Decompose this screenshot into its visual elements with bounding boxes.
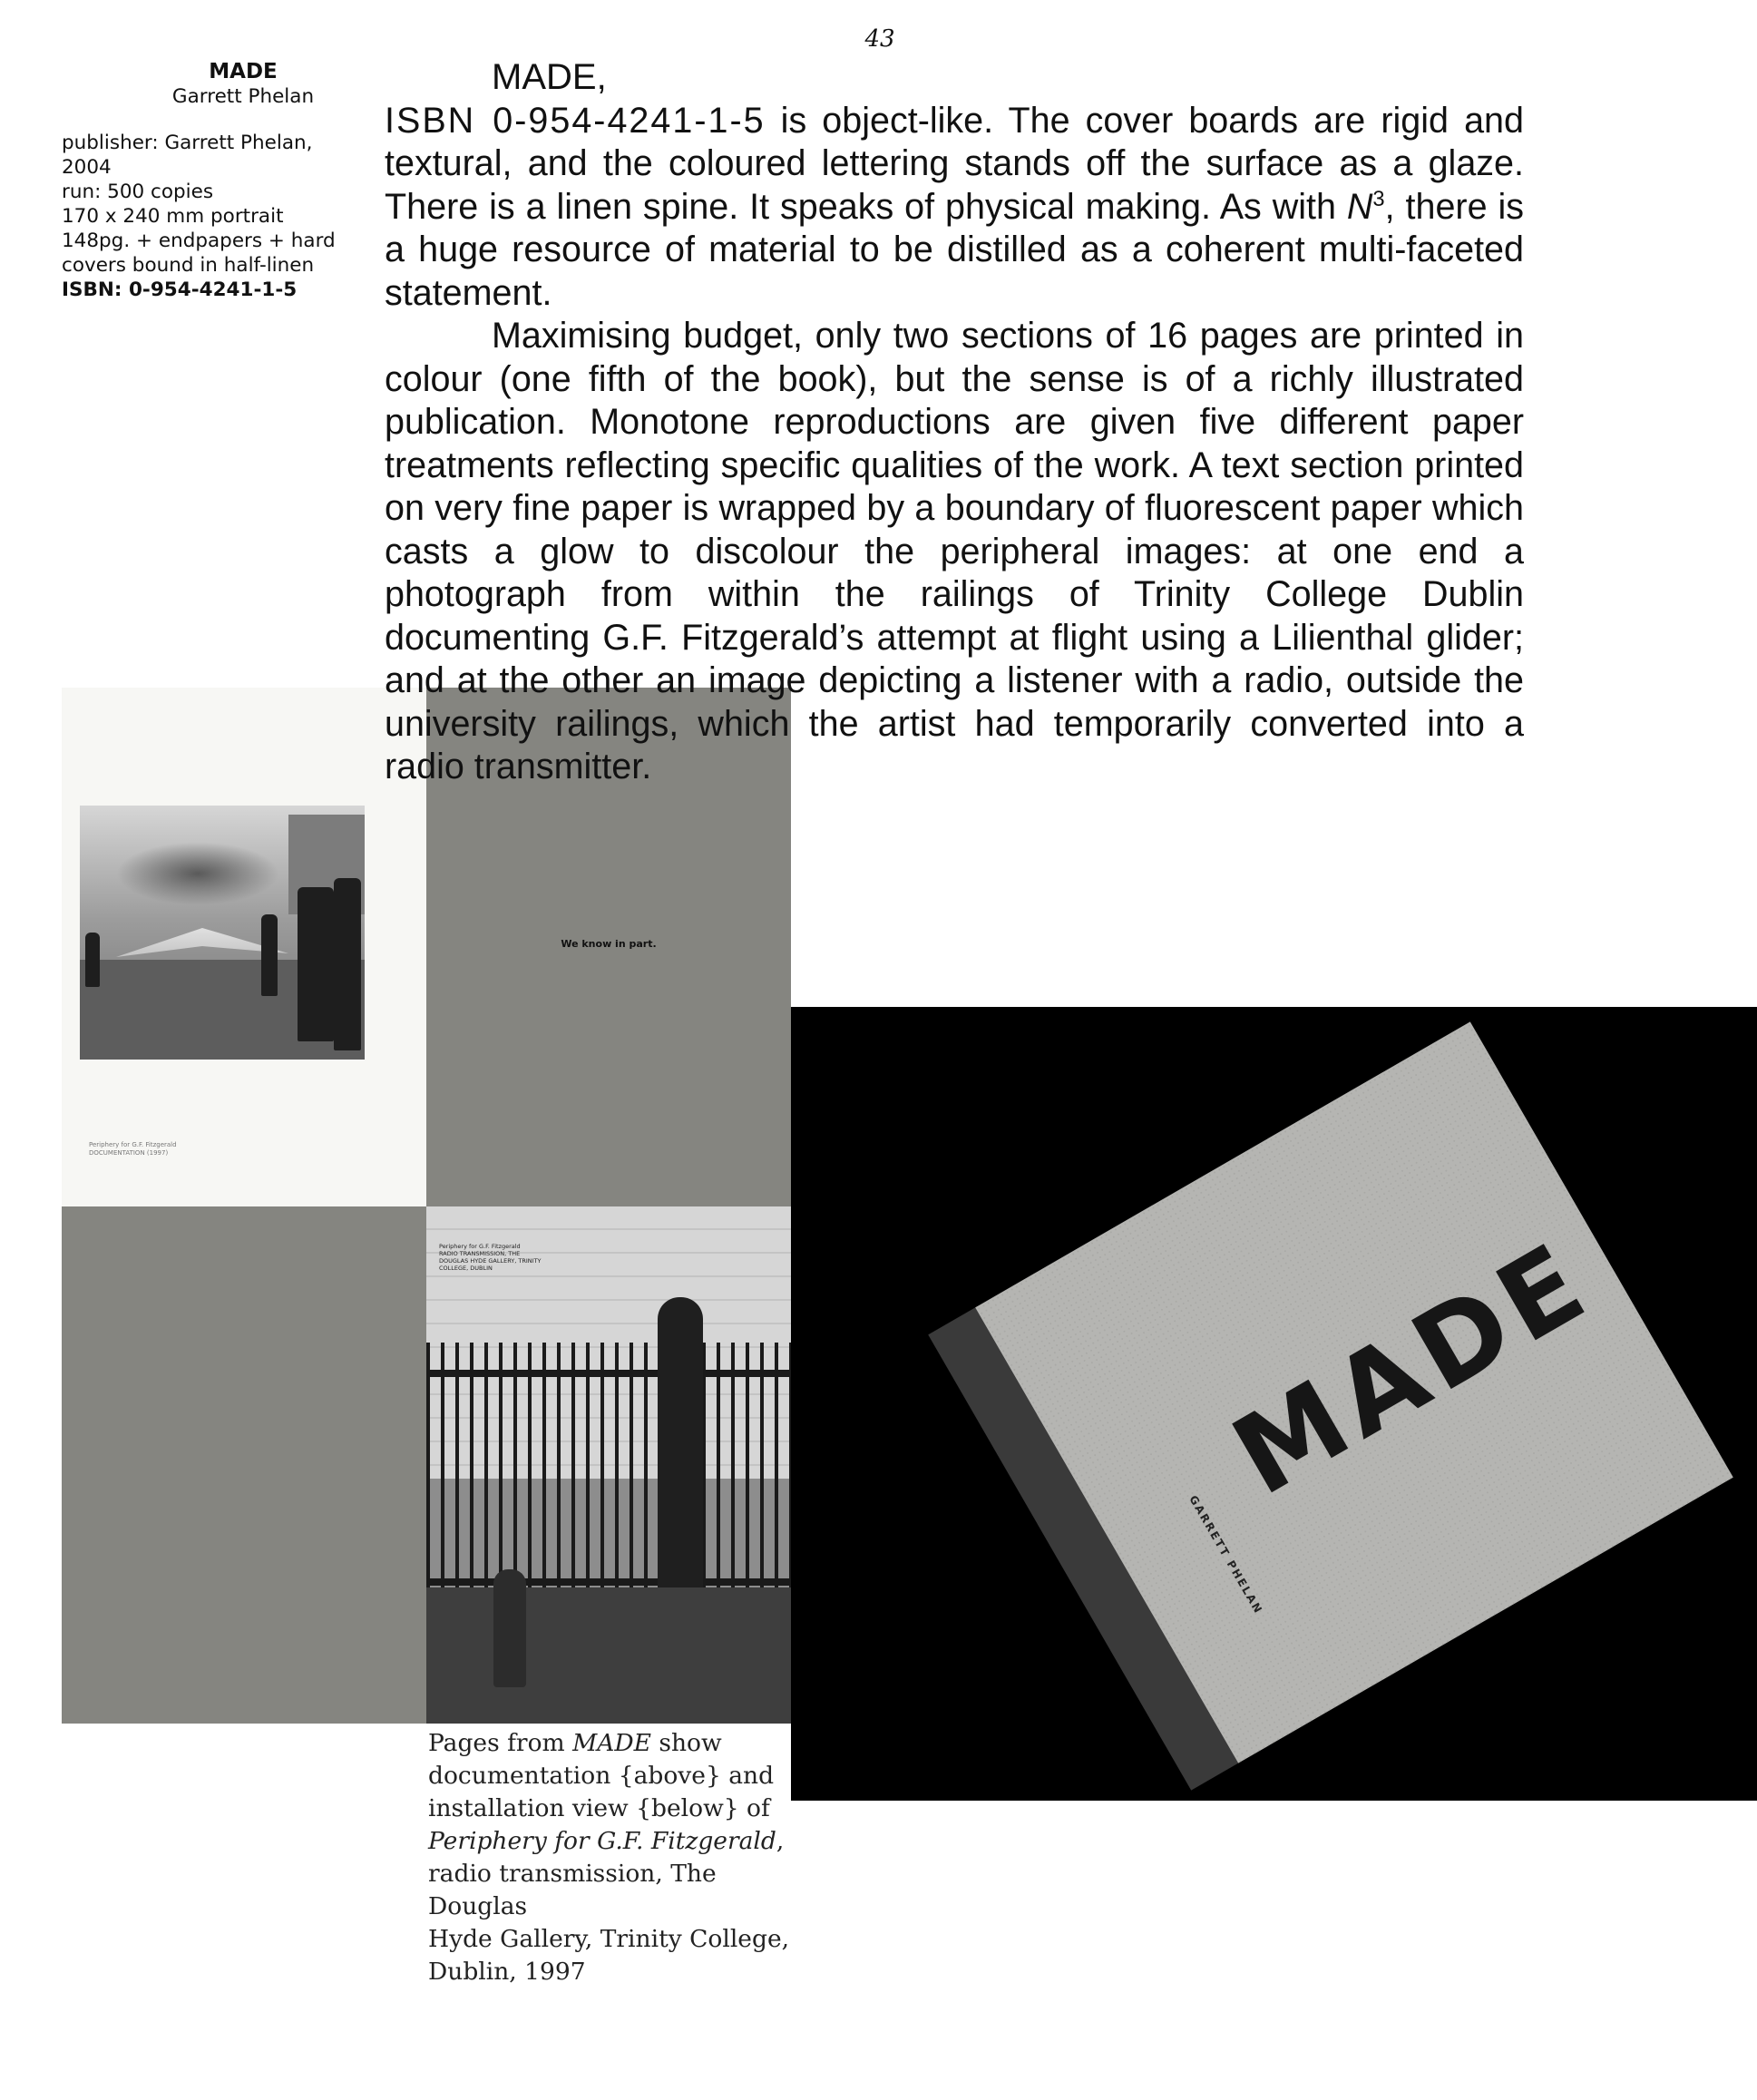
paragraph-1-text-a: is object-like. The cover boards are rigid and textural, and the coloured lettering stands off the surface as a glaze. There is a linen spine. It speaks of physical making. As with xyxy=(385,100,1524,227)
small-text-line: Periphery for G.F. Fitzgerald xyxy=(439,1243,521,1250)
small-text-line: DOUGLAS HYDE GALLERY, TRINITY xyxy=(439,1257,542,1265)
caption-text: installation view {below} of xyxy=(428,1794,770,1822)
caption-text: radio transmission, The Douglas xyxy=(428,1860,717,1920)
book-object xyxy=(928,1021,1733,1790)
small-caption-line: DOCUMENTATION (1997) xyxy=(89,1149,169,1157)
isbn-line: ISBN: 0-954-4241-1-5 xyxy=(62,278,298,301)
image-caption xyxy=(428,1727,809,1988)
page-number: 43 xyxy=(864,25,895,53)
spec-line: run: 500 copies xyxy=(62,181,214,203)
small-caption-line: Periphery for G.F. Fitzgerald xyxy=(89,1141,177,1148)
body-heading: MADE, xyxy=(492,57,607,97)
isbn-inline: ISBN 0-954-4241-1-5 xyxy=(385,100,766,141)
cover-title: MADE xyxy=(1213,1217,1611,1520)
spec-line: 2004 xyxy=(62,156,112,179)
caption-text: , xyxy=(776,1827,785,1855)
caption-text: documentation {above} and xyxy=(428,1762,775,1790)
spread-quote: We know in part. xyxy=(561,938,657,950)
spread-page-glider xyxy=(62,688,426,1206)
small-text-line: RADIO TRANSMISSION, THE xyxy=(439,1250,521,1257)
book-cover xyxy=(975,1021,1733,1763)
photo-small-text xyxy=(439,1243,566,1272)
spec-line: covers bound in half-linen xyxy=(62,254,315,277)
paragraph-1 xyxy=(385,100,1524,316)
paragraph-1-text-b: , there is a huge resource of material to be distilled as a coherent multi-faceted statement. xyxy=(385,186,1524,313)
book-title: MADE xyxy=(209,60,278,83)
book-cover-photo xyxy=(791,1007,1757,1801)
spread-small-caption xyxy=(89,1141,177,1157)
superscript: 3 xyxy=(1372,187,1385,211)
book-specs xyxy=(62,131,379,302)
paragraph-2: Maximising budget, only two sections of 16 pages are printed in colour (one fifth of the book), but the sense is of a richly illustrated publication. Monotone reproductions are given five different paper treatments reflecting specific qualities of the work. A text section printed on very fine paper is wrapped by a boundary of fluorescent paper which casts a glow to discolour the peripheral images: at one end a photograph from within the railings of Trinity College Dublin documenting G.F. Fitzgerald’s attempt at flight using a Lilienthal glider; and at the other an image depicting a listener with a radio, outside the university railings, which the artist had temporarily converted into a radio transmitter. xyxy=(385,316,1524,786)
n-cubed-symbol: N xyxy=(1346,186,1373,227)
spec-line: publisher: Garrett Phelan, xyxy=(62,132,313,154)
spec-line: 170 x 240 mm portrait xyxy=(62,205,284,228)
spread-page-grey-blank xyxy=(62,1206,426,1724)
railing-photo xyxy=(426,1206,791,1724)
caption-text: Pages from xyxy=(428,1729,573,1757)
caption-text: Hyde Gallery, Trinity College, xyxy=(428,1925,790,1953)
book-details-sidebar xyxy=(62,60,379,302)
book-author: Garrett Phelan xyxy=(171,85,315,108)
spec-line: 148pg. + endpapers + hard xyxy=(62,230,336,252)
glider-photo xyxy=(80,806,365,1060)
caption-italic: Periphery for G.F. Fitzgerald xyxy=(428,1827,776,1855)
caption-text: show xyxy=(650,1729,722,1757)
caption-text: Dublin, 1997 xyxy=(428,1958,586,1986)
caption-italic: MADE xyxy=(572,1729,651,1757)
body-text xyxy=(385,56,1524,789)
small-text-line: COLLEGE, DUBLIN xyxy=(439,1265,493,1272)
cover-author: GARRETT PHELAN xyxy=(1186,1493,1265,1617)
